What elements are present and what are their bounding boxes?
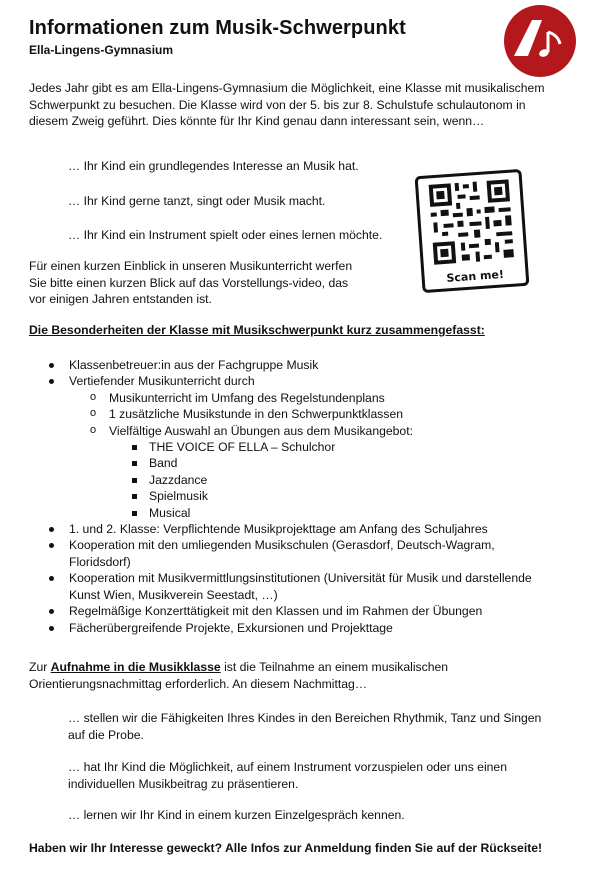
feature-item-level-1: Vertiefender Musikunterricht durch xyxy=(29,373,559,389)
condition-item: … Ihr Kind ein Instrument spielt oder eines lernen möchte. xyxy=(68,228,383,242)
afternoon-point: … stellen wir die Fähigkeiten Ihres Kindes in den Bereichen Rhythmik, Tanz und Singen auf die Probe. xyxy=(68,711,542,742)
feature-item-level-1: 1. und 2. Klasse: Verpflichtende Musikprojekttage am Anfang des Schuljahres xyxy=(29,521,559,537)
feature-item-level-3: Jazzdance xyxy=(29,472,559,488)
feature-item-level-1: Fächerübergreifende Projekte, Exkursionen und Projekttage xyxy=(29,620,559,636)
qr-code-icon[interactable] xyxy=(414,168,530,294)
video-teaser: Für einen kurzen Einblick in unseren Musikunterricht werfen Sie bitte einen kurzen Blick auf das Vorstellungs-video, das vor einigen Jahren entstanden ist. xyxy=(29,259,353,306)
feature-item-level-3: THE VOICE OF ELLA – Schulchor xyxy=(29,439,559,455)
feature-item-level-1: Regelmäßige Konzerttätigkeit mit den Klassen und im Rahmen der Übungen xyxy=(29,603,559,619)
closing-line: Haben wir Ihr Interesse geweckt? Alle Infos zur Anmeldung finden Sie auf der Rückseite! xyxy=(29,841,543,855)
feature-item-level-2: o Vielfältige Auswahl an Übungen aus dem Musikangebot: xyxy=(29,423,559,439)
intro-paragraph: Jedes Jahr gibt es am Ella-Lingens-Gymnasium die Möglichkeit, eine Klasse mit musikalischem Schwerpunkt zu besuchen. Die Klasse wird von der 5. bis zur 8. Schulstufe schulautonom in diesem Zweig geführt. Dies könnte für Ihr Kind genau dann interessant sein, wenn… xyxy=(29,81,545,128)
condition-item: … Ihr Kind ein grundlegendes Interesse an Musik hat. xyxy=(68,159,359,173)
afternoon-point: … lernen wir Ihr Kind in einem kurzen Einzelgespräch kennen. xyxy=(68,808,405,822)
feature-item-level-1: Kooperation mit Musikvermittlungsinstitutionen (Universität für Musik und darstellende Kunst Wien, Musikverein Seestadt, …) xyxy=(29,570,559,603)
feature-item-level-3: Spielmusik xyxy=(29,488,559,504)
condition-item: … Ihr Kind gerne tanzt, singt oder Musik macht. xyxy=(68,194,326,208)
features-heading: Die Besonderheiten der Klasse mit Musikschwerpunkt kurz zusammengefasst: xyxy=(29,323,485,337)
admission-emphasis: Aufnahme in die Musikklasse xyxy=(50,660,221,674)
features-list xyxy=(29,357,559,636)
school-name: Ella-Lingens-Gymnasium xyxy=(29,43,174,57)
admission-prefix: Zur xyxy=(29,660,51,674)
feature-item-level-1: Kooperation mit den umliegenden Musikschulen (Gerasdorf, Deutsch-Wagram, Floridsdorf) xyxy=(29,537,559,570)
admission-suffix: ist die Teilnahme an einem musikalischen Orientierungsnachmittag erforderlich. An diesem Nachmittag… xyxy=(29,660,449,691)
page-title: Informationen zum Musik-Schwerpunkt xyxy=(29,17,406,39)
afternoon-point: … hat Ihr Kind die Möglichkeit, auf einem Instrument vorzuspielen oder uns einen individuellen Musikbeitrag zu präsentieren. xyxy=(68,760,507,791)
feature-item-level-2: o Musikunterricht im Umfang des Regelstundenplans xyxy=(29,390,559,406)
feature-item-level-1: Klassenbetreuer:in aus der Fachgruppe Musik xyxy=(29,357,559,373)
music-note-logo-icon xyxy=(502,4,578,78)
admission-paragraph xyxy=(29,659,559,692)
feature-item-level-2: o 1 zusätzliche Musikstunde in den Schwerpunktklassen xyxy=(29,406,559,422)
feature-item-level-3: Musical xyxy=(29,505,559,521)
qr-caption: Scan me! xyxy=(446,267,505,285)
feature-item-level-3: Band xyxy=(29,455,559,471)
